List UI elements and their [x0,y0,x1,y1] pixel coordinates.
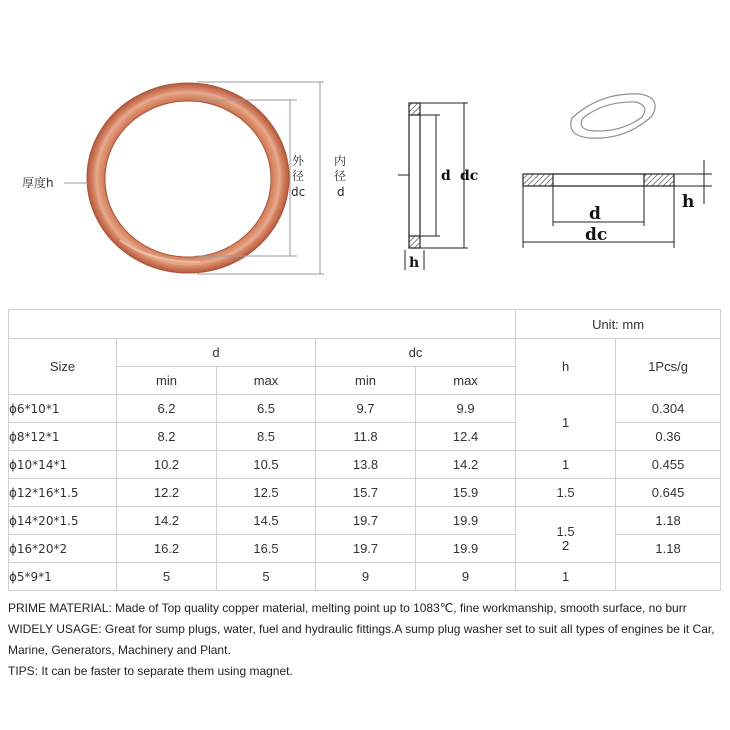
side-section-labels [409,168,478,271]
d-min-cell: 5 [117,563,217,591]
table-row [9,395,721,423]
washer-dimension-diagram [0,0,730,300]
dc-max-cell: 19.9 [416,507,516,535]
flat-section-labels [585,192,694,245]
dc-min-cell: 11.8 [316,423,416,451]
weight-cell: 0.645 [616,479,721,507]
table-row [9,451,721,479]
size-cell: ϕ14*20*1.5 [9,507,117,535]
header-h: h [516,339,616,395]
unit-row [9,310,721,339]
d-max-cell: 14.5 [217,507,316,535]
inner-diameter-label-1: 内 [334,154,347,168]
weight-cell: 0.36 [616,423,721,451]
side-dc-label: dc [460,168,479,184]
header-d-max: max [217,367,316,395]
d-min-cell: 10.2 [117,451,217,479]
d-max-cell: 6.5 [217,395,316,423]
size-cell: ϕ6*10*1 [9,395,117,423]
product-notes [8,598,720,682]
dc-min-cell: 9.7 [316,395,416,423]
dc-min-cell: 9 [316,563,416,591]
header-dc: dc [316,339,516,367]
copper-washer-photo [87,83,289,273]
d-min-cell: 12.2 [117,479,217,507]
dc-min-cell: 19.7 [316,535,416,563]
photo-labels [22,153,346,199]
inner-diameter-label-3: d [337,185,345,199]
table-row [9,507,721,535]
h-cell: 1 [516,563,616,591]
thickness-label: 厚度h [22,176,54,190]
flat-h-label: h [682,192,695,212]
header-d: d [117,339,316,367]
h-cell: 1 [516,395,616,451]
header-d-min: min [117,367,217,395]
weight-cell: 0.304 [616,395,721,423]
size-cell: ϕ8*12*1 [9,423,117,451]
washer-iso-sketch [571,94,655,138]
unit-cell: Unit: mm [516,310,721,339]
outer-diameter-label-1: 外 [292,154,305,168]
d-max-cell: 16.5 [217,535,316,563]
side-section-view [398,103,468,270]
table-row [9,563,721,591]
d-max-cell: 10.5 [217,451,316,479]
dc-min-cell: 13.8 [316,451,416,479]
side-h-label: h [409,255,420,271]
dc-max-cell: 15.9 [416,479,516,507]
tips-note: TIPS: It can be faster to separate them using magnet. [8,664,293,678]
size-cell: ϕ10*14*1 [9,451,117,479]
dc-max-cell: 9 [416,563,516,591]
weight-cell: 1.18 [616,507,721,535]
flat-dc-label: dc [585,225,608,245]
weight-cell [616,563,721,591]
dc-max-cell: 12.4 [416,423,516,451]
size-cell: ϕ5*9*1 [9,563,117,591]
header-size: Size [9,339,117,395]
header-row [9,339,721,367]
dc-max-cell: 19.9 [416,535,516,563]
inner-diameter-label-2: 径 [334,169,347,183]
usage-note: WIDELY USAGE: Great for sump plugs, water, fuel and hydraulic fittings.A sump plug washer set to suit all types of engines be it Car, Marine, Generators, Machinery and Plant. [8,622,715,657]
h-cell [516,507,616,563]
spec-table [8,309,721,591]
weight-cell: 1.18 [616,535,721,563]
header-dc-max: max [416,367,516,395]
d-min-cell: 6.2 [117,395,217,423]
side-d-label: d [441,168,451,184]
d-min-cell: 16.2 [117,535,217,563]
unit-spacer-cell [9,310,516,339]
dc-min-cell: 19.7 [316,507,416,535]
d-min-cell: 14.2 [117,507,217,535]
outer-diameter-label-2: 径 [292,169,305,183]
d-max-cell: 5 [217,563,316,591]
weight-cell: 0.455 [616,451,721,479]
size-cell: ϕ12*16*1.5 [9,479,117,507]
outer-diameter-label-3: dc [291,185,306,199]
dc-max-cell: 9.9 [416,395,516,423]
material-note: PRIME MATERIAL: Made of Top quality copper material, melting point up to 1083℃, fine workmanship, smooth surface, no burr [8,601,687,615]
h-cell: 1.5 [516,479,616,507]
h-value: 2 [561,537,570,553]
header-weight: 1Pcs/g [616,339,721,395]
h-value: 1.5 [556,523,575,539]
h-cell: 1 [516,451,616,479]
table-row [9,479,721,507]
dc-max-cell: 14.2 [416,451,516,479]
d-max-cell: 12.5 [217,479,316,507]
d-max-cell: 8.5 [217,423,316,451]
header-dc-min: min [316,367,416,395]
flat-d-label: d [589,204,601,224]
dc-min-cell: 15.7 [316,479,416,507]
d-min-cell: 8.2 [117,423,217,451]
size-cell: ϕ16*20*2 [9,535,117,563]
